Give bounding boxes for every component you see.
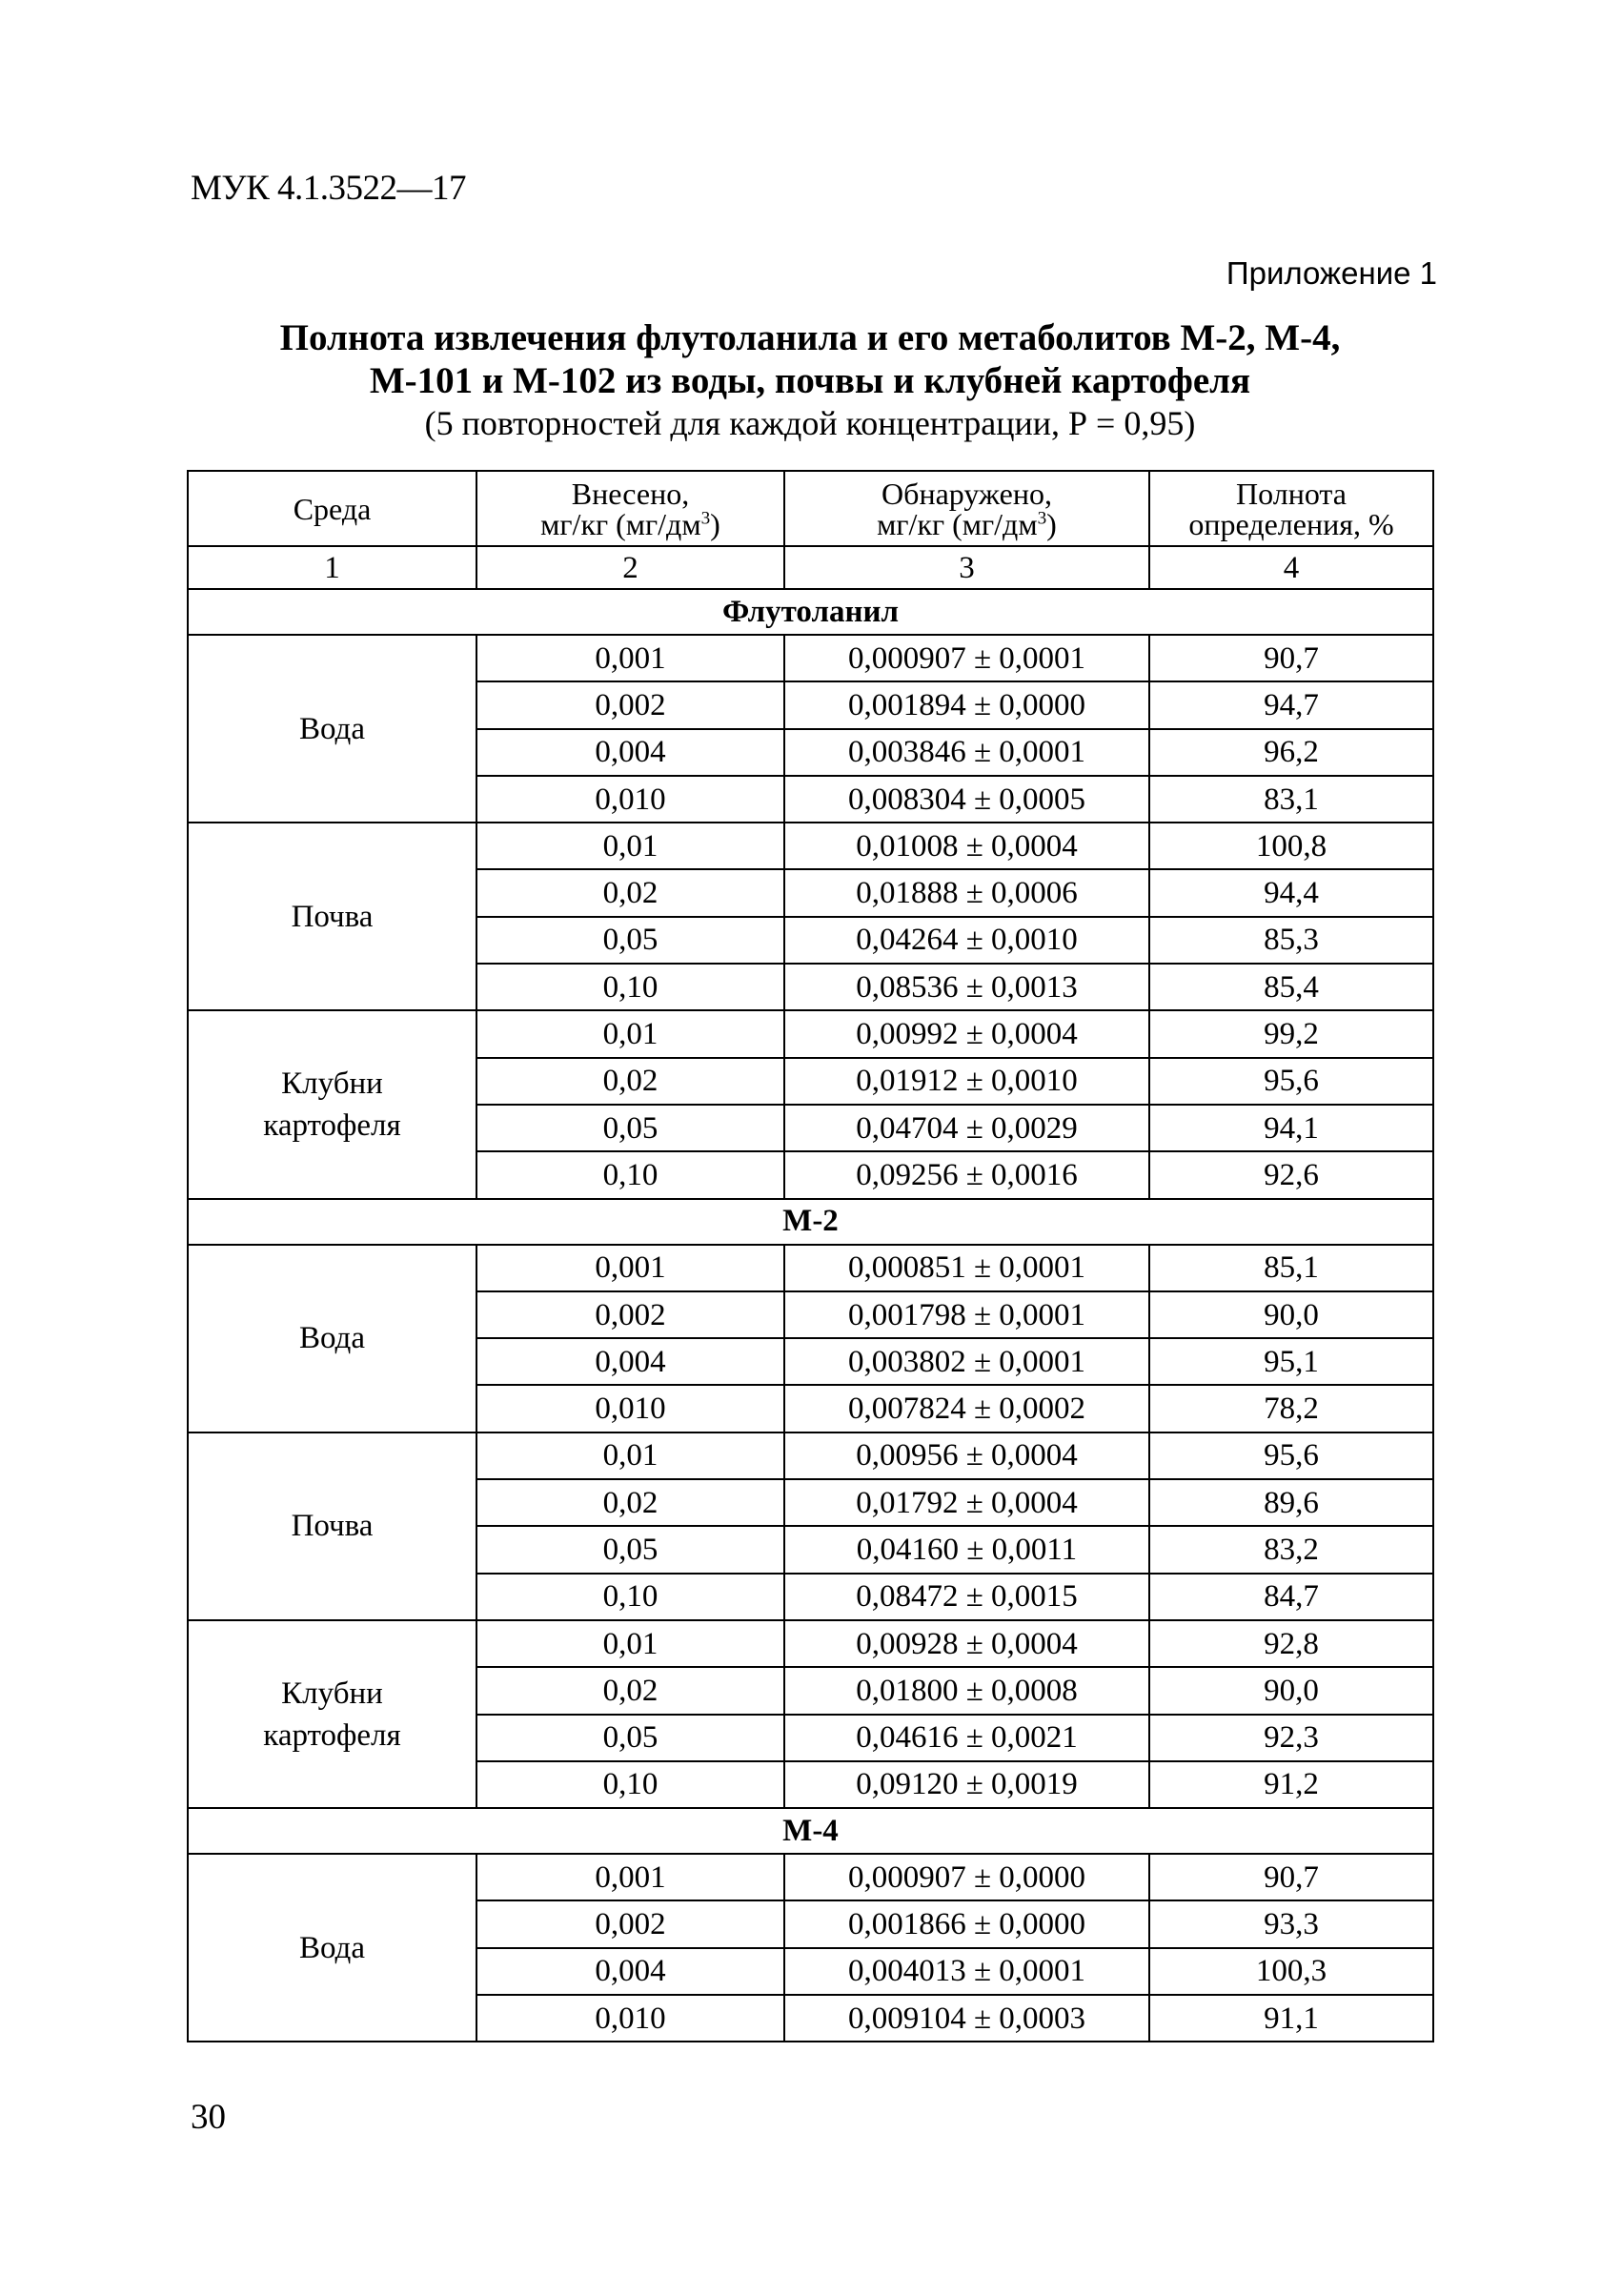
- table-row: [188, 1432, 1433, 1479]
- header-row: [188, 471, 1433, 546]
- added-cell: 0,05: [476, 1526, 784, 1573]
- found-cell: 0,04160 ± 0,0011: [784, 1526, 1149, 1573]
- found-cell: 0,003802 ± 0,0001: [784, 1338, 1149, 1385]
- recovery-cell: 95,1: [1149, 1338, 1433, 1385]
- page-number: 30: [191, 2098, 226, 2137]
- found-cell: 0,00956 ± 0,0004: [784, 1432, 1149, 1479]
- recovery-cell: 100,8: [1149, 823, 1433, 869]
- recovery-cell: 93,3: [1149, 1900, 1433, 1947]
- recovery-cell: 85,1: [1149, 1245, 1433, 1291]
- column-number-row: [188, 546, 1433, 589]
- recovery-cell: 100,3: [1149, 1948, 1433, 1995]
- recovery-cell: 91,2: [1149, 1761, 1433, 1808]
- added-cell: 0,02: [476, 1667, 784, 1714]
- found-cell: 0,08472 ± 0,0015: [784, 1574, 1149, 1620]
- medium-cell: Вода: [188, 635, 476, 823]
- table-row: [188, 1854, 1433, 1900]
- found-cell: 0,004013 ± 0,0001: [784, 1948, 1149, 1995]
- added-cell: 0,002: [476, 681, 784, 728]
- column-number: 3: [784, 546, 1149, 589]
- section-row: [188, 589, 1433, 635]
- found-cell: 0,01008 ± 0,0004: [784, 823, 1149, 869]
- added-cell: 0,01: [476, 1432, 784, 1479]
- recovery-table: [187, 470, 1434, 2042]
- table-title: [143, 316, 1477, 444]
- recovery-cell: 94,7: [1149, 681, 1433, 728]
- column-number: 4: [1149, 546, 1433, 589]
- recovery-cell: 85,3: [1149, 917, 1433, 964]
- added-cell: 0,01: [476, 1620, 784, 1667]
- found-cell: 0,001866 ± 0,0000: [784, 1900, 1149, 1947]
- column-header-recovery: Полнота определения, %: [1149, 471, 1433, 546]
- recovery-cell: 83,2: [1149, 1526, 1433, 1573]
- found-cell: 0,007824 ± 0,0002: [784, 1385, 1149, 1432]
- added-cell: 0,10: [476, 1151, 784, 1198]
- table-row: [188, 1010, 1433, 1057]
- recovery-cell: 84,7: [1149, 1574, 1433, 1620]
- added-cell: 0,05: [476, 1105, 784, 1151]
- added-cell: 0,05: [476, 917, 784, 964]
- table-row: [188, 1620, 1433, 1667]
- found-cell: 0,01792 ± 0,0004: [784, 1479, 1149, 1526]
- found-cell: 0,003846 ± 0,0001: [784, 729, 1149, 776]
- added-cell: 0,02: [476, 1058, 784, 1105]
- found-cell: 0,01912 ± 0,0010: [784, 1058, 1149, 1105]
- found-cell: 0,04616 ± 0,0021: [784, 1715, 1149, 1761]
- added-cell: 0,004: [476, 1948, 784, 1995]
- recovery-cell: 92,3: [1149, 1715, 1433, 1761]
- column-header-found: Обнаружено, мг/кг $(мг/дм^3)$: [784, 471, 1149, 546]
- added-cell: 0,001: [476, 635, 784, 681]
- found-cell: 0,01800 ± 0,0008: [784, 1667, 1149, 1714]
- appendix-label: Приложение 1: [1226, 255, 1437, 291]
- table-row: [188, 823, 1433, 869]
- table-body: [188, 589, 1433, 2042]
- added-cell: 0,010: [476, 1995, 784, 2042]
- found-cell: 0,09256 ± 0,0016: [784, 1151, 1149, 1198]
- recovery-cell: 90,0: [1149, 1667, 1433, 1714]
- medium-cell: Вода: [188, 1854, 476, 2042]
- recovery-cell: 90,0: [1149, 1291, 1433, 1338]
- recovery-cell: 78,2: [1149, 1385, 1433, 1432]
- section-title: М-4: [188, 1808, 1433, 1854]
- found-cell: 0,008304 ± 0,0005: [784, 776, 1149, 823]
- found-cell: 0,04264 ± 0,0010: [784, 917, 1149, 964]
- found-cell: 0,009104 ± 0,0003: [784, 1995, 1149, 2042]
- found-cell: 0,001894 ± 0,0000: [784, 681, 1149, 728]
- recovery-cell: 94,1: [1149, 1105, 1433, 1151]
- column-header-added: Внесено, мг/кг $(мг/дм^3)$: [476, 471, 784, 546]
- added-cell: 0,01: [476, 823, 784, 869]
- recovery-cell: 94,4: [1149, 869, 1433, 916]
- added-cell: 0,10: [476, 1761, 784, 1808]
- recovery-cell: 90,7: [1149, 1854, 1433, 1900]
- recovery-cell: 83,1: [1149, 776, 1433, 823]
- recovery-cell: 89,6: [1149, 1479, 1433, 1526]
- added-cell: 0,004: [476, 729, 784, 776]
- added-cell: 0,02: [476, 1479, 784, 1526]
- added-cell: 0,001: [476, 1854, 784, 1900]
- added-cell: 0,001: [476, 1245, 784, 1291]
- added-cell: 0,02: [476, 869, 784, 916]
- added-cell: 0,05: [476, 1715, 784, 1761]
- found-cell: 0,09120 ± 0,0019: [784, 1761, 1149, 1808]
- found-cell: 0,000907 ± 0,0001: [784, 635, 1149, 681]
- recovery-cell: 90,7: [1149, 635, 1433, 681]
- section-title: М-2: [188, 1199, 1433, 1245]
- section-title: Флутоланил: [188, 589, 1433, 635]
- table-row: [188, 635, 1433, 681]
- recovery-cell: 95,6: [1149, 1432, 1433, 1479]
- recovery-cell: 91,1: [1149, 1995, 1433, 2042]
- added-cell: 0,010: [476, 776, 784, 823]
- recovery-cell: 85,4: [1149, 964, 1433, 1010]
- section-row: [188, 1808, 1433, 1854]
- section-row: [188, 1199, 1433, 1245]
- title-subtitle: (5 повторностей для каждой концентрации, Р = 0,95): [424, 404, 1196, 442]
- document-code: МУК 4.1.3522—17: [191, 169, 467, 208]
- added-cell: 0,10: [476, 964, 784, 1010]
- title-line-1: Полнота извлечения флутоланила и его метаболитов М-2, М-4,: [279, 317, 1341, 358]
- column-number: 1: [188, 546, 476, 589]
- recovery-cell: 92,8: [1149, 1620, 1433, 1667]
- added-cell: 0,004: [476, 1338, 784, 1385]
- found-cell: 0,00928 ± 0,0004: [784, 1620, 1149, 1667]
- added-cell: 0,01: [476, 1010, 784, 1057]
- added-cell: 0,010: [476, 1385, 784, 1432]
- recovery-cell: 92,6: [1149, 1151, 1433, 1198]
- found-cell: 0,01888 ± 0,0006: [784, 869, 1149, 916]
- title-line-2: М-101 и М-102 из воды, почвы и клубней картофеля: [369, 360, 1251, 401]
- added-cell: 0,002: [476, 1291, 784, 1338]
- added-cell: 0,10: [476, 1574, 784, 1620]
- found-cell: 0,000907 ± 0,0000: [784, 1854, 1149, 1900]
- medium-cell: Почва: [188, 823, 476, 1010]
- medium-cell: Почва: [188, 1432, 476, 1620]
- table-row: [188, 1245, 1433, 1291]
- found-cell: 0,000851 ± 0,0001: [784, 1245, 1149, 1291]
- found-cell: 0,00992 ± 0,0004: [784, 1010, 1149, 1057]
- medium-cell: Вода: [188, 1245, 476, 1432]
- recovery-cell: 99,2: [1149, 1010, 1433, 1057]
- found-cell: 0,001798 ± 0,0001: [784, 1291, 1149, 1338]
- column-number: 2: [476, 546, 784, 589]
- column-header-medium: Среда: [188, 471, 476, 546]
- found-cell: 0,08536 ± 0,0013: [784, 964, 1149, 1010]
- medium-cell: Клубни картофеля: [188, 1620, 476, 1808]
- recovery-cell: 95,6: [1149, 1058, 1433, 1105]
- medium-cell: Клубни картофеля: [188, 1010, 476, 1198]
- recovery-cell: 96,2: [1149, 729, 1433, 776]
- found-cell: 0,04704 ± 0,0029: [784, 1105, 1149, 1151]
- added-cell: 0,002: [476, 1900, 784, 1947]
